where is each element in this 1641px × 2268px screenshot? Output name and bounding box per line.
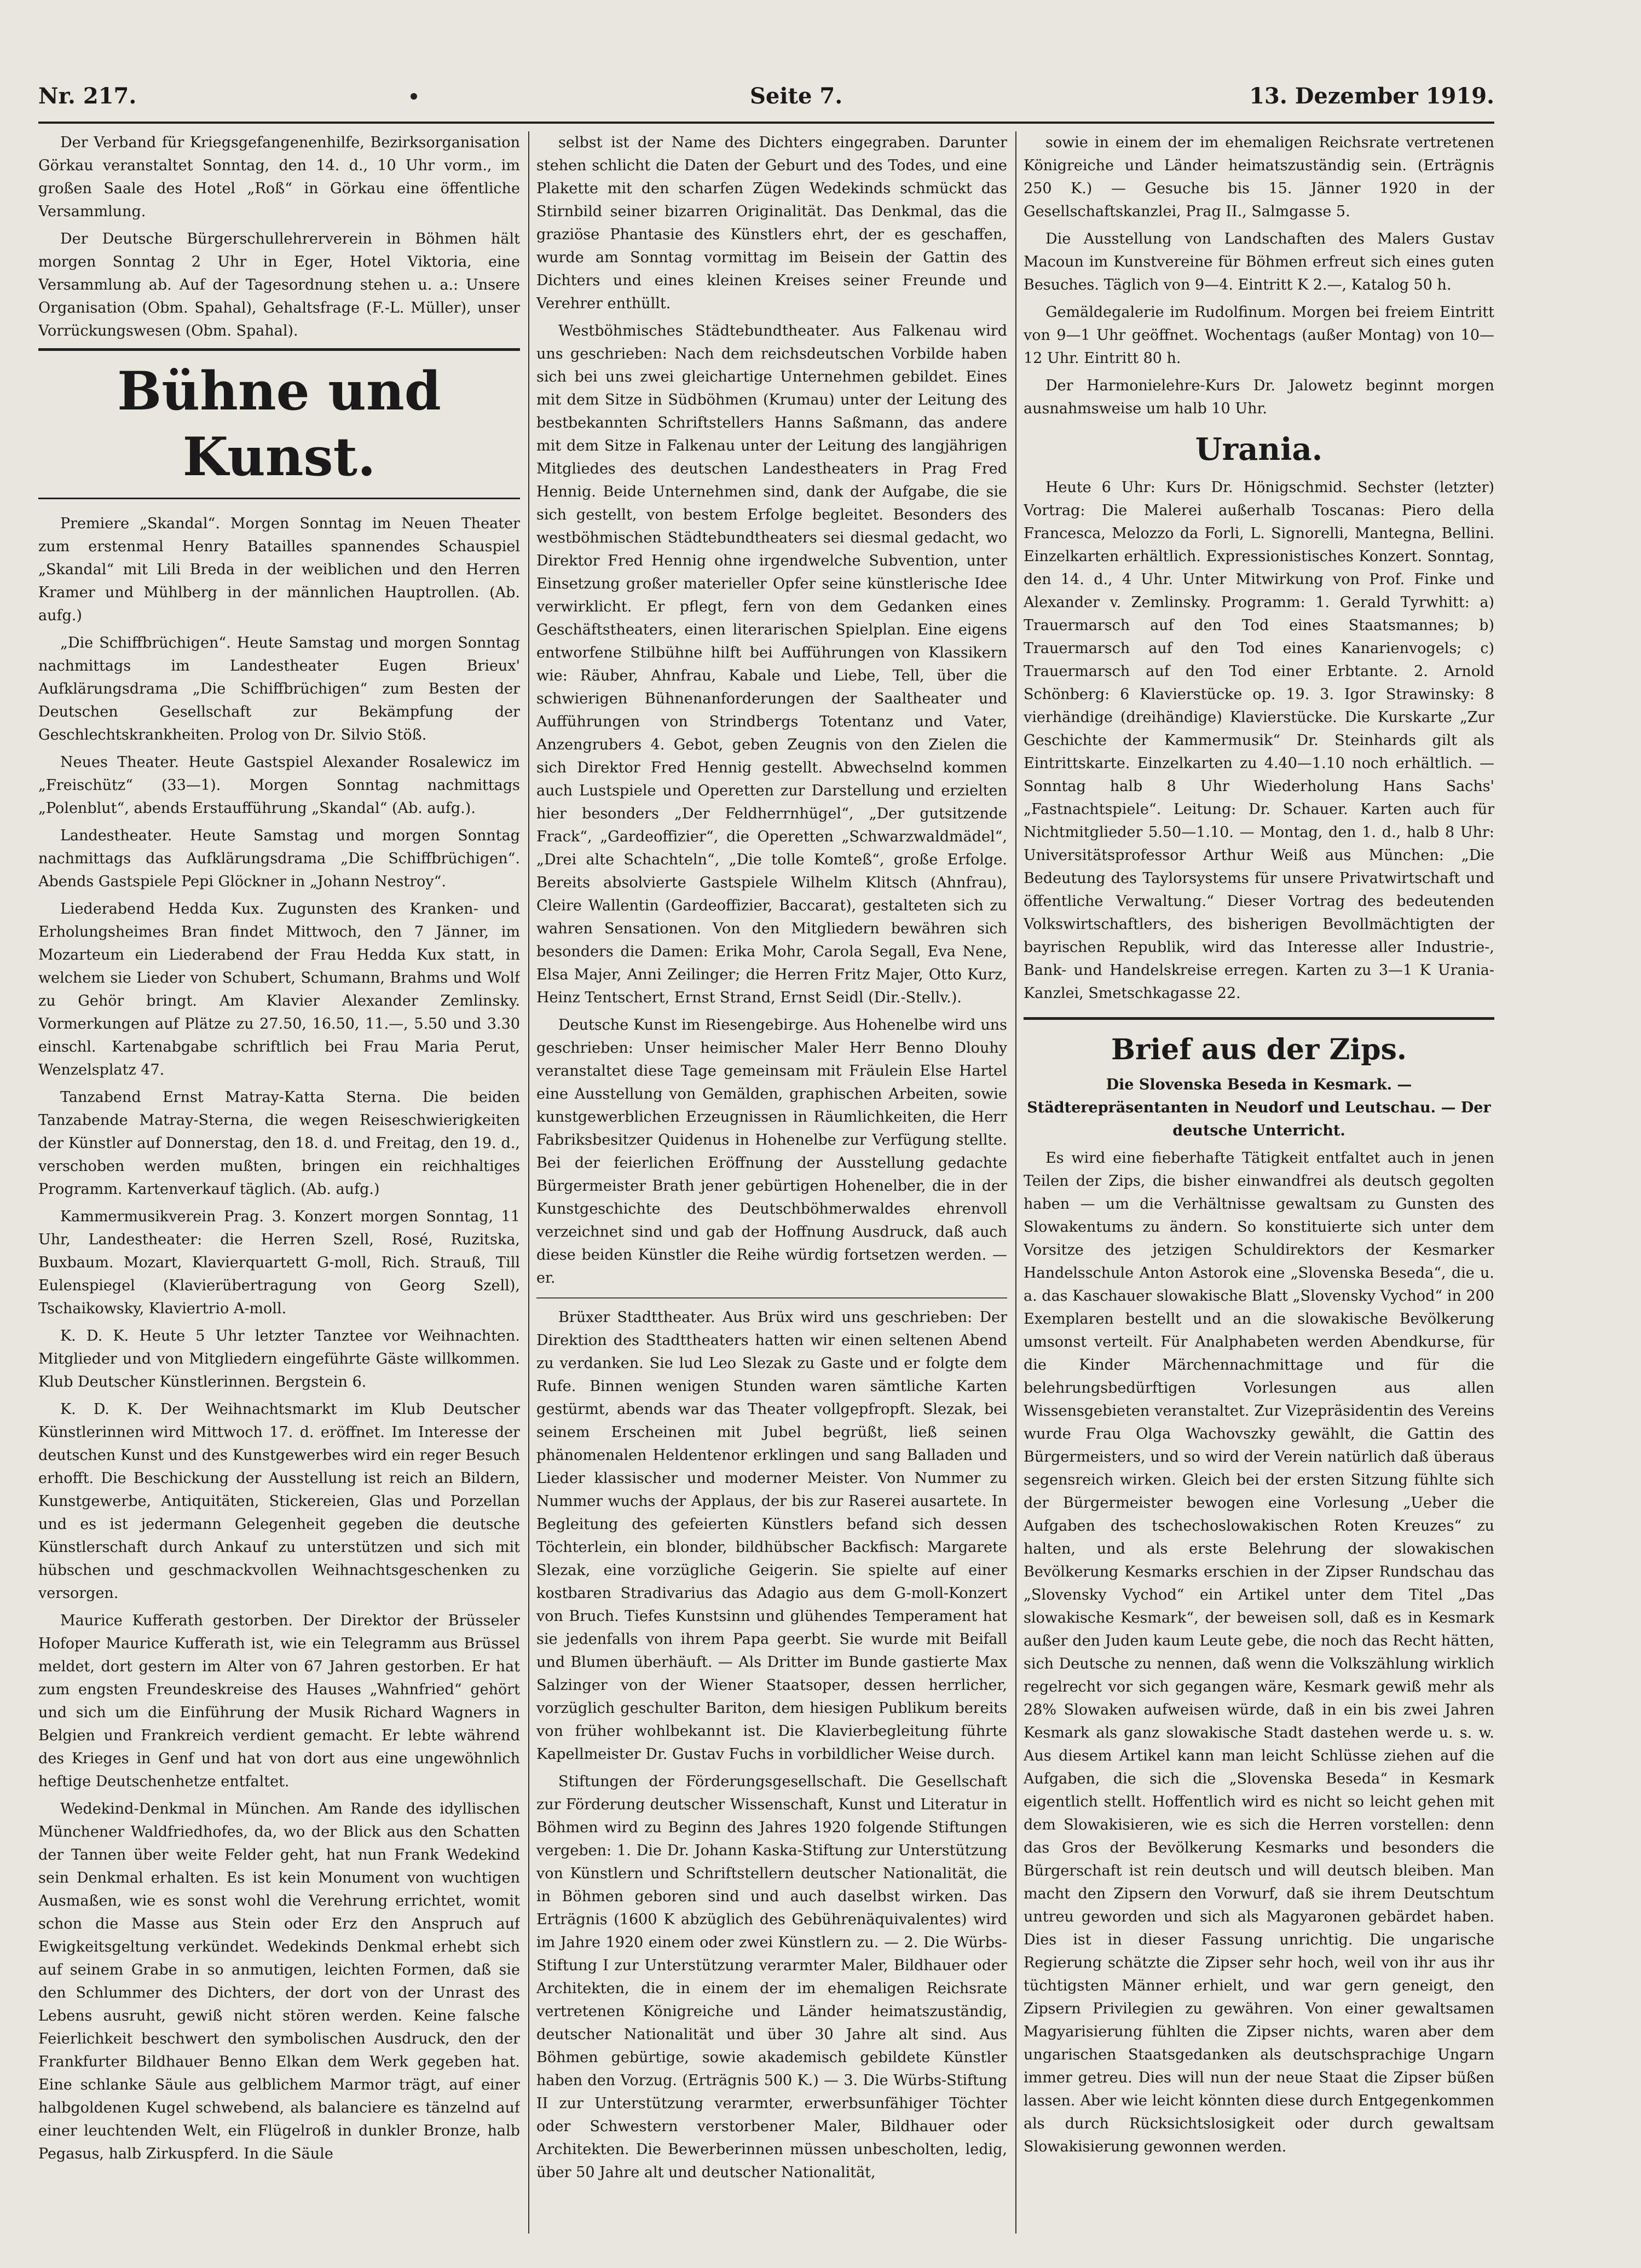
- article-paragraph: Landestheater. Heute Samstag und morgen Sonntag nachmittags das Aufklärungsdrama „Die Schiffbrüchigen“. Abends Gastspiele Pepi Glöckner in „Johann Nestroy“.: [38, 827, 520, 890]
- article-paragraph: Westböhmisches Städtebundtheater. Aus Falkenau wird uns geschrieben: Nach dem reichsdeutschen Vorbilde haben sich bei uns zwei gleichartige Unternehmen gebildet. Eines mit dem Sitze in Südböhmen (Krumau) unter der Leitung des bestbekannten Schriftstellers Hanns Saßmann, das andere mit dem Sitze in Falkenau unter der Leitung des langjährigen Mitgliedes des deutschen Landestheaters in Prag Fred Hennig. Beide Unternehmen sind, dank der Aufgabe, die sie sich gestellt, von bestem Erfolge begleitet. Besonders des westböhmischen Städtebundtheaters sei diesmal gedacht, wo Direktor Fred Hennig ohne irgendwelche Subvention, unter Einsetzung großer materieller Opfer seine künstlerische Idee verwirklicht. Er pflegt, fern von dem Gedanken eines Geschäftstheaters, einen literarischen Spielplan. Eine eigens entworfene Stilbühne hilft bei Aufführungen von Klassikern wie: Räuber, Ahnfrau, Kabale und Liebe, Tell, über die schwierigen Bühnenanforderungen der Saaltheater und Aufführungen von Strindbergs Totentanz und Vater, Anzengrubers 4. Gebot, geben Zeugnis von den Zielen die sich Direktor Fred Hennig gestellt. Abwechselnd kommen auch Lustspiele und Operetten zur Darstellung und erzielten hier besonders „Der Feldherrnhügel“, „Der gutsitzende Frack“, „Gardeoffizier“, die Operetten „Schwarzwaldmädel“, „Drei alte Schachteln“, „Die tolle Komteß“, große Erfolge. Bereits absolvierte Gastspiele Wilhelm Klitsch (Ahnfrau), Cleire Wallentin (Gardeoffizier, Baccarat), gestalteten sich zu wahren Sensationen. Von den Mitgliedern bewähren sich besonders die Damen: Erika Mohr, Carola Segall, Eva Nene, Elsa Majer, Anni Zeilinger; die Herren Fritz Majer, Otto Kurz, Heinz Tentschert, Ernst Strand, Ernst Seidl (Dir.-Stellv.).: [536, 322, 1007, 1006]
- article-paragraph: Stiftungen der Förderungsgesellschaft. Die Gesellschaft zur Förderung deutscher Wissenschaft, Kunst und Literatur in Böhmen wird zu Beginn des Jahres 1920 folgende Stiftungen vergeben: 1. Die Dr. Johann Kaska-Stiftung zur Unterstützung von Künstlern und Schriftstellern deutscher Nationalität, die in Böhmen geboren sind und auch daselbst wirken. Das Erträgnis (1600 K abzüglich des Gebührenäquivalentes) wird im Jahre 1920 einem oder zwei Künstlern zu. — 2. Die Würbs-Stiftung I zur Unterstützung verarmter Maler, Bildhauer oder Architekten, die in einem der im ehemaligen Reichsrate vertretenen Königreiche und Länder heimatszuständig, deutscher Nationalität und über 30 Jahre alt sind. Aus Böhmen gebürtige, sowie akademisch gebildete Künstler haben den Vorzug. (Erträgnis 500 K.) — 3. Die Würbs-Stiftung II zur Unterstützung verarmter, erwerbsunfähiger Töchter oder Schwestern verstorbener Maler, Bildhauer oder Architekten. Die Bewerberinnen müssen unbescholten, ledig, über 50 Jahre alt und deutscher Nationalität,: [536, 1773, 1007, 2181]
- article-paragraph: Gemäldegalerie im Rudolfinum. Morgen bei freiem Eintritt von 9—1 Uhr geöffnet. Wochentags (außer Montag) von 10—12 Uhr. Eintritt 80 h.: [1024, 304, 1494, 367]
- zips-paragraph: Es wird eine fieberhafte Tätigkeit entfaltet auch in jenen Teilen der Zips, die bisher einwandfrei als deutsch gegolten haben — um die Verhältnisse gewaltsam zu Gunsten des Slowakentums zu ändern. So konstituierte sich unter dem Vorsitze des jetzigen Schuldirektors der Kesmarker Handelsschule Anton Astorok eine „Slovenska Beseda“, die u. a. das Kaschauer slowakische Blatt „Slovensky Vychod“ in 200 Exemplaren bestellt und an die slowakische Bevölkerung umsonst verteilt. Für Analphabeten werden Abendkurse, für die Kinder Märchennachmittage und für die belehrungsbedürftigen Vorlesungen aus allen Wissensgebieten veranstaltet. Zur Vizepräsidentin des Vereins wurde Frau Olga Wachovszky gewählt, die Gattin des Bürgermeisters, und so wird der Verein natürlich daß überaus segensreich wirken. Gleich bei der ersten Sitzung fühlte sich der Bürgermeister bewogen eine Vorlesung „Ueber die Aufgaben des tschechoslowakischen Roten Kreuzes“ zu halten, und als erste Belehrung der slowakischen Bevölkerung Kesmarks erschien in der Zipser Rundschau das „Slovensky Vychod“ ein Artikel unter dem Titel „Das slowakische Kesmark“, der beweisen soll, daß es in Kesmark außer den Juden kaum Leute gebe, die noch das Recht hätten, sich Deutsche zu nennen, daß wenn die Volkszählung wirklich regelrecht vor sich gegangen wäre, Kesmark gewiß mehr als 28% Slowaken aufweisen würde, daß in ein bis zwei Jahren Kesmark als ganz slowakische Stadt dastehen werde u. s. w. Aus diesem Artikel kann man leicht Schlüsse ziehen auf die Aufgaben, die sich die „Slovenska Beseda“ in Kesmark eigentlich stellt. Hoffentlich wird es nicht so leicht gehen mit dem Slowakisieren, wie es sich die Herren vorstellen: denn das Gros der Bevölkerung Kesmarks und besonders die Bürgerschaft ist rein deutsch und will deutsch bleiben. Man macht den Zipsern den Vorwurf, daß sie ihrem Deutschtum untreu geworden und sich als Magyaronen gebärdet haben. Dies ist in dieser Fassung unrichtig. Die ungarische Regierung schätzte die Zipser sehr hoch, weil von ihr aus ihr tüchtigsten Männer erhielt, und war gern geneigt, den Zipsern Privilegien zu gewähren. Von einer gewaltsamen Magyarisierung fühlten die Zipser nichts, waren aber dem ungarischen Staatsgedanken als deutschsprachige Ungarn immer getreu. Dies will nun der neue Staat die Zipser büßen lassen. Aber wie leicht könnten diese durch Entgegenkommen als durch Rücksichtslosigkeit oder durch gewaltsam Slowakisierung gewonnen werden.: [1024, 1150, 1494, 2155]
- urania-paragraph: Heute 6 Uhr: Kurs Dr. Hönigschmid. Sechster (letzter) Vortrag: Die Malerei außerhalb Toscanas: Piero della Francesca, Melozzo da Forli, L. Signorelli, Mantegna, Bellini. Einzelkarten erhältlich. Expressionistisches Konzert. Sonntag, den 14. d., 4 Uhr. Unter Mitwirkung von Prof. Finke und Alexander v. Zemlinsky. Programm: 1. Gerald Tyrwhitt: a) Trauermarsch auf den Tod eines Staatsmannes; b) Trauermarsch auf den Tod eines Kanarienvogels; c) Trauermarsch auf den Tod einer Erbtante. 2. Arnold Schönberg: 6 Klavierstücke op. 19. 3. Igor Strawinsky: 8 vierhändige (dreihändige) Klavierstücke. Die Kurskarte „Zur Geschichte der Kammermusik“ Dr. Steinhards gilt als Eintrittskarte. Einzelkarten zu 4.40—1.10 noch erhältlich. — Sonntag halb 8 Uhr Wiederholung Hans Sachs' „Fastnachtspiele“. Leitung: Dr. Schauer. Karten auch für Nichtmitglieder 5.50—1.10. — Montag, den 1. d., halb 8 Uhr: Universitätsprofessor Arthur Weiß aus München: „Die Bedeutung des Taylorsystems für unsere Privatwirtschaft und öffentliche Verwaltung.“ Dieser Vortrag des bedeutenden Volkswirtschaftlers, des bisherigen Bevollmächtigten der bayrischen Republik, wird das Interesse aller Industrie-, Bank- und Handelskreise erregen. Karten zu 3—1 K Urania-Kanzlei, Smetschkagasse 22.: [1024, 479, 1494, 1002]
- article-paragraph: Neues Theater. Heute Gastspiel Alexander Rosalewicz im „Freischütz“ (33—1). Morgen Sonntag nachmittags „Polenblut“, abends Erstaufführung „Skandal“ (Ab. aufg.).: [38, 754, 520, 817]
- article-paragraph: selbst ist der Name des Dichters eingegraben. Darunter stehen schlicht die Daten der Geburt und des Todes, und eine Plakette mit den scharfen Zügen Wedekinds schmückt das Stirnbild seiner bizarren Originalität. Das Denkmal, das die graziöse Phantasie des Künstlers ehrt, der es geschaffen, wurde am Sonntag vormittag im Beisein der Gattin des Dichters und eines kleinen Kreises seiner Freunde und Verehrer enthüllt.: [536, 134, 1007, 312]
- zips-lede: Die Slovenska Beseda in Kesmark. — Städterepräsentanten in Neudorf und Leutschau. — Der deutsche Unterricht.: [1027, 1076, 1491, 1139]
- header-rule: [38, 122, 1494, 124]
- page-header: [38, 71, 1494, 120]
- notice-paragraph: Der Verband für Kriegsgefangenenhilfe, Bezirksorganisation Görkau veranstaltet Sonntag, den 14. d., 10 Uhr vorm., im großen Saale des Hotel „Roß“ in Görkau eine öffentliche Versammlung.: [38, 134, 520, 220]
- column-1: [38, 131, 520, 2234]
- column-divider: [1015, 131, 1016, 2234]
- zips-heading: Brief aus der Zips.: [1024, 1017, 1494, 1068]
- bullet-ornament-icon: [411, 93, 417, 100]
- issue-date: 13. Dezember 1919.: [1249, 83, 1494, 109]
- column-2: [536, 131, 1007, 2234]
- article-paragraph: Wedekind-Denkmal in München. Am Rande des idyllischen Münchener Waldfriedhofes, da, wo der Blick aus den Schatten der Tannen über weite Felder geht, hat nun Frank Wedekind sein Denkmal erhalten. Es ist kein Monument von wuchtigen Ausmaßen, wie es sonst wohl die Verehrung errichtet, womit schon die Masse aus Stein oder Erz den Anspruch auf Ewigkeitsgeltung verkündet. Wedekinds Denkmal erhebt sich auf seinem Grabe in so anmutigen, leichten Formen, daß sie den Schlummer des Dichters, der dort von der Unrast des Lebens ausruht, gewiß nicht stören werden. Keine falsche Feierlichkeit beschwert den symbolischen Ausdruck, den der Frankfurter Bildhauer Benno Elkan dem Werk gegeben hat. Eine schlanke Säule aus gelblichem Marmor trägt, auf einer halbgoldenen Kugel schwebend, als balanciere es tänzelnd auf einer leuchtenden Welt, ein Flügelroß in dunkler Bronze, halb Pegasus, halb Zirkuspferd. In die Säule: [38, 1800, 520, 2162]
- article-paragraph: Kammermusikverein Prag. 3. Konzert morgen Sonntag, 11 Uhr, Landestheater: die Herren Szell, Rosé, Ruzitska, Buxbaum. Mozart, Klavierquartett G-moll, Rich. Strauß, Till Eulenspiegel (Klavierübertragung von Georg Szell), Tschaikowsky, Klaviertrio A-moll.: [38, 1208, 520, 1317]
- article-paragraph: „Die Schiffbrüchigen“. Heute Samstag und morgen Sonntag nachmittags im Landestheater Eugen Brieux' Aufklärungsdrama „Die Schiffbrüchigen“ zum Besten der Deutschen Gesellschaft zur Bekämpfung der Geschlechtskrankheiten. Prolog von Dr. Silvio Stöß.: [38, 634, 520, 743]
- article-separator: [536, 1297, 1007, 1299]
- article-paragraph: K. D. K. Der Weihnachtsmarkt im Klub Deutscher Künstlerinnen wird Mittwoch 17. d. eröffnet. Im Interesse der deutschen Kunst und des Kunstgewerbes wird ein reger Besuch erhofft. Die Beschickung der Ausstellung ist reich an Bildern, Kunstgewerbe, Antiquitäten, Stickereien, Glas und Porzellan und es ist jedermann Gelegenheit gegeben die deutsche Künstlerschaft durch Ankauf zu unterstützen und sich mit hübschen und geschmackvollen Weihnachtsgeschenken zu versorgen.: [38, 1401, 520, 1602]
- article-paragraph: Premiere „Skandal“. Morgen Sonntag im Neuen Theater zum erstenmal Henry Batailles spannendes Schauspiel „Skandal“ mit Lili Breda in der weiblichen und den Herren Kramer und Mühlberg in der männlichen Hauptrollen. (Ab. aufg.): [38, 515, 520, 624]
- article-paragraph: Liederabend Hedda Kux. Zugunsten des Kranken- und Erholungsheimes Bran findet Mittwoch, den 7 Jänner, im Mozarteum ein Liederabend der Frau Hedda Kux statt, in welchem sie Lieder von Schubert, Schumann, Brahms und Wolf zu Gehör bringt. Am Klavier Alexander Zemlinsky. Vormerkungen auf Plätze zu 27.50, 16.50, 11.—, 5.50 und 3.30 einschl. Kartenabgabe schriftlich bei Frau Maria Perut, Wenzelsplatz 47.: [38, 901, 520, 1078]
- notice-paragraph: Der Deutsche Bürgerschullehrerverein in Böhmen hält morgen Sonntag 2 Uhr in Eger, Hotel Viktoria, eine Versammlung ab. Auf der Tagesordnung stehen u. a.: Unsere Organisation (Obm. Spahal), Gehaltsfrage (F.-L. Müller), unser Vorrückungswesen (Obm. Spahal).: [38, 230, 520, 339]
- article-paragraph: sowie in einem der im ehemaligen Reichsrate vertretenen Königreiche und Länder heimatszuständig sein. (Erträgnis 250 K.) — Gesuche bis 15. Jänner 1920 in der Gesellschaftskanzlei, Prag II., Salmgasse 5.: [1024, 134, 1494, 220]
- issue-number: Nr. 217.: [38, 83, 137, 109]
- column-divider: [528, 131, 529, 2234]
- article-paragraph: Tanzabend Ernst Matray-Katta Sterna. Die beiden Tanzabende Matray-Sterna, die wegen Reiseschwierigkeiten der Künstler auf Donnerstag, den 18. d. und Freitag, den 19. d., verschoben werden mußten, bringen ein reichhaltiges Programm. Kartenverkauf täglich. (Ab. aufg.): [38, 1089, 520, 1198]
- newspaper-page: [38, 71, 1494, 2239]
- urania-heading: Urania.: [1195, 431, 1323, 468]
- article-paragraph: Deutsche Kunst im Riesengebirge. Aus Hohenelbe wird uns geschrieben: Unser heimischer Maler Herr Benno Dlouhy veranstaltet diese Tage gemeinsam mit Fräulein Else Hartel eine Ausstellung von Gemälden, graphischen Arbeiten, sowie kunstgewerblichen Erzeugnissen in Räumlichkeiten, die Herr Fabriksbesitzer Quidenus in Hohenelbe zur Verfügung stellte. Bei der feierlichen Eröffnung der Ausstellung gedachte Bürgermeister Brath jener gebürtigen Hohenelber, die in der Kunstgeschichte des Deutschböhmerwaldes ehrenvoll verzeichnet sind und gab der Hoffnung Ausdruck, daß auch diese beiden Künstler die Reihe würdig fortsetzen werden. —er.: [536, 1017, 1007, 1286]
- column-3: [1024, 131, 1494, 2234]
- article-paragraph: Maurice Kufferath gestorben. Der Direktor der Brüsseler Hofoper Maurice Kufferath ist, wie ein Telegramm aus Brüssel meldet, dort gestern im Alter von 67 Jahren gestorben. Er hat zum engsten Freundeskreise des Hauses „Wahnfried“ gehört und sich um die Einführung der Musik Richard Wagners in Belgien und Frankreich verdient gemacht. Er lebte während des Krieges in Genf und hat von dort aus eine ungewöhnlich heftige Deutschenhetze entfaltet.: [38, 1612, 520, 1790]
- article-paragraph: Der Harmonielehre-Kurs Dr. Jalowetz beginnt morgen ausnahmsweise um halb 10 Uhr.: [1024, 377, 1494, 417]
- article-paragraph: K. D. K. Heute 5 Uhr letzter Tanztee vor Weihnachten. Mitglieder und von Mitgliedern eingeführte Gäste willkommen. Klub Deutscher Künstlerinnen. Bergstein 6.: [38, 1328, 520, 1390]
- article-paragraph: Brüxer Stadttheater. Aus Brüx wird uns geschrieben: Der Direktion des Stadttheaters hatten wir einen seltenen Abend zu verdanken. Sie lud Leo Slezak zu Gaste und er folgte dem Rufe. Binnen wenigen Stunden waren sämtliche Karten gestürmt, abends war das Theater vollgepfropft. Slezak, bei seinem Erscheinen mit Jubel begrüßt, ließ seinen phänomenalen Heldentenor erklingen und sang Balladen und Lieder klassischer und moderner Meister. Von Nummer zu Nummer wuchs der Applaus, der bis zur Raserei ausartete. In Begleitung des gefeierten Künstlers befand sich dessen Töchterlein, ein blonder, bildhübscher Backfisch: Margarete Slezak, eine vorzügliche Geigerin. Sie spielte auf einer kostbaren Stradivarius das Adagio aus dem G-moll-Konzert von Bruch. Tiefes Kunstsinn und glühendes Temperament hat sie jedenfalls von ihrem Papa geerbt. Sie wurde mit Beifall und Blumen überhäuft. — Als Dritter im Bunde gastierte Max Salzinger von der Wiener Staatsoper, dessen herrlicher, vorzüglich geschulter Bariton, dem hiesigen Publikum bereits von früher wohlbekannt ist. Die Klavierbegleitung führte Kapellmeister Dr. Gustav Fuchs in vorbildlicher Weise durch.: [536, 1309, 1007, 1763]
- section-heading: Bühne und Kunst.: [38, 348, 520, 499]
- page-number: Seite 7.: [750, 83, 843, 109]
- article-paragraph: Die Ausstellung von Landschaften des Malers Gustav Macoun im Kunstvereine für Böhmen erfreut sich eines guten Besuches. Täglich von 9—4. Eintritt K 2.—, Katalog 50 h.: [1024, 230, 1494, 293]
